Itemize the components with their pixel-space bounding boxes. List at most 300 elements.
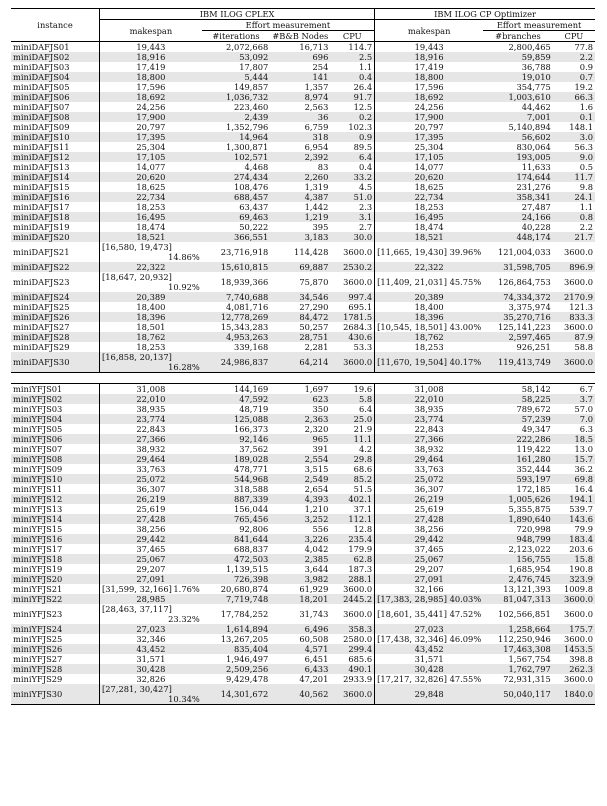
table-row [11,122,595,132]
cell-instance: miniYFJS09 [11,464,100,474]
cell-cplex-cpu: 112.1 [330,514,374,524]
cell-cp-cpu: 69.8 [553,474,595,484]
cell-bb-nodes: 1,442 [304,202,329,212]
cell-cp-makespan: 29,848 [375,684,484,705]
cell-cp-makespan-interval: [10,545, 18,501] [377,322,447,332]
cell-instance: miniDAFJS09 [11,122,100,132]
cell-bb-nodes: 395 [312,222,329,232]
cell-bb-nodes: 6,954 [304,142,329,152]
cell-branches: 36,788 [521,62,551,72]
cell-instance: miniDAFJS11 [11,142,100,152]
cell-instance: miniDAFJS23 [11,272,100,292]
cell-branches: 352,444 [516,464,551,474]
table-row [11,302,595,312]
cell-cp-makespan [375,634,484,644]
cell-instance: miniYFJS19 [11,564,100,574]
cell-cp-cpu: 19.2 [574,82,593,92]
cell-cplex-makespan: 14,077 [136,162,166,172]
cell-cp-makespan: 19,443 [414,42,444,52]
cell-cp-cpu: 9.8 [579,182,593,192]
cell-bb-nodes: 1,357 [304,82,329,92]
cell-iterations: 1,946,497 [226,654,269,664]
cell-branches: 74,334,372 [483,292,553,302]
cell-bb-nodes: 6,759 [304,122,329,132]
cell-iterations: 125,088 [202,414,271,424]
cell-cplex-cpu: 29.8 [330,454,374,464]
cell-cp-makespan [375,352,484,373]
cell-cp-cpu: 183.4 [553,534,595,544]
cell-instance: miniYFJS12 [11,494,100,504]
cell-cp-makespan-interval: [11,409, 21,031] [377,277,447,287]
cell-cp-cpu: 56.3 [574,142,593,152]
cell-cplex-makespan: 17,419 [136,62,166,72]
cell-cplex-cpu: 6.4 [330,152,374,162]
cell-cp-cpu: 3600.0 [563,277,593,287]
cell-cp-makespan: 29,442 [375,534,484,544]
cell-cp-makespan: 27,428 [375,514,484,524]
table-row [11,242,595,262]
cell-cplex-cpu: 68.6 [330,464,374,474]
cell-cplex-makespan-gap: 23.32% [168,614,200,624]
cell-cplex-makespan: 32,826 [136,674,166,684]
table-row [11,484,595,494]
cell-cp-makespan: 24,256 [414,102,444,112]
cell-cp-cpu: 77.8 [574,42,593,52]
cell-branches: 17,463,308 [483,644,553,654]
cell-cp-cpu: 58.8 [574,342,593,352]
cell-instance: miniDAFJS21 [11,242,100,262]
cell-bb-nodes: 40,562 [270,684,330,705]
cell-cp-makespan: 18,400 [414,302,444,312]
cell-cplex-makespan: 25,067 [100,554,202,564]
table-row [11,232,595,242]
cell-branches: 44,462 [521,102,551,112]
cell-cplex-cpu: 37.1 [330,504,374,514]
table-row [11,584,595,594]
cell-instance: miniYFJS02 [11,394,100,404]
table-row [11,72,595,82]
table-row [11,192,595,202]
header-cp-effort: Effort measurement [483,20,595,31]
cell-cplex-makespan-interval: [16,580, 19,473] [102,242,172,252]
cell-iterations: 274,434 [202,172,271,182]
cell-branches: 2,597,465 [483,332,553,342]
cell-cp-cpu: 323.9 [553,574,595,584]
cell-instance: miniYFJS08 [11,454,100,464]
cell-cplex-cpu: 1.1 [330,62,374,72]
table-row [11,272,595,292]
cell-instance: miniDAFJS20 [11,232,100,242]
table-row [11,162,595,172]
cell-iterations: 7,719,748 [202,594,271,604]
cell-cplex-makespan: 30,428 [100,664,202,674]
cell-cplex-makespan: 22,010 [100,394,202,404]
cell-iterations: 17,784,252 [220,609,269,619]
cell-instance: miniDAFJS26 [11,312,100,322]
cell-cp-cpu: 896.9 [553,262,595,272]
cell-bb-nodes: 8,974 [270,92,330,102]
cell-cp-makespan-gap: 40.17% [449,357,482,367]
cell-iterations: 1,352,796 [226,122,269,132]
cell-iterations: 48,719 [239,404,269,414]
cell-cp-makespan-gap: 40.03% [449,594,482,604]
cell-iterations: 24,986,837 [202,352,271,373]
cell-branches: 35,270,716 [483,312,553,322]
cell-cp-cpu: 175.7 [553,624,595,634]
cell-cp-cpu: 9.0 [553,152,595,162]
cell-cplex-makespan: 27,366 [100,434,202,444]
cell-cp-makespan: 23,774 [375,414,484,424]
cell-iterations: 7,740,688 [202,292,271,302]
table-row [11,132,595,142]
cell-bb-nodes: 1,210 [304,504,329,514]
cell-cp-makespan: 38,935 [414,404,444,414]
cell-iterations: 20,680,874 [220,584,269,594]
cell-cp-cpu: 3.7 [553,394,595,404]
cell-bb-nodes: 4,387 [270,192,330,202]
cell-cp-makespan: 22,734 [375,192,484,202]
cell-iterations: 69,463 [202,212,271,222]
cell-branches: 1,258,664 [483,624,553,634]
cell-branches: 121,004,033 [497,247,551,257]
table-row [11,342,595,352]
cell-iterations: 144,169 [233,384,269,394]
cell-bb-nodes: 83 [317,162,329,172]
cell-cplex-makespan [100,272,202,292]
cell-bb-nodes: 623 [270,394,330,404]
cell-branches: 354,775 [516,82,551,92]
cell-iterations: 15,610,815 [202,262,271,272]
cell-cp-makespan: 32,166 [414,584,444,594]
cell-iterations: 12,778,269 [202,312,271,322]
cell-instance: miniYFJS28 [11,664,100,674]
cell-cp-makespan: 20,620 [375,172,484,182]
cell-branches: 720,998 [516,524,551,534]
cell-bb-nodes: 391 [312,444,329,454]
cell-bb-nodes: 3,982 [270,574,330,584]
cell-instance: miniDAFJS15 [11,182,100,192]
cell-cplex-cpu: 2.7 [330,222,374,232]
table-row [11,674,595,684]
cell-cp-cpu: 190.8 [569,564,593,574]
cell-cplex-cpu: 4.5 [330,182,374,192]
cell-cplex-cpu: 430.6 [330,332,374,342]
cell-branches: 57,239 [483,414,553,424]
cell-instance: miniYFJS06 [11,434,100,444]
cell-cplex-makespan: 33,763 [136,464,166,474]
header-cp-optimizer: IBM ILOG CP Optimizer [375,9,595,20]
cell-cplex-makespan: 18,800 [100,72,202,82]
cell-cplex-cpu: 235.4 [330,534,374,544]
cell-branches: 161,280 [483,454,553,464]
cell-branches: 926,251 [516,342,551,352]
cell-bb-nodes: 2,320 [304,424,329,434]
cell-iterations: 318,588 [233,484,269,494]
cell-cp-makespan [375,272,484,292]
cell-iterations: 92,806 [239,524,269,534]
cell-cp-cpu: 833.3 [553,312,595,322]
cell-cplex-cpu: 685.6 [330,654,374,664]
cell-cplex-cpu: 0.4 [330,162,374,172]
cell-cplex-cpu: 490.1 [330,664,374,674]
cell-cplex-makespan: 18,916 [100,52,202,62]
cell-iterations: 339,168 [233,342,269,352]
cell-cplex-makespan-interval: [27,281, 30,427] [102,684,172,694]
cell-cp-cpu: 18.5 [553,434,595,444]
cell-cplex-makespan: 23,774 [100,414,202,424]
table-row [11,62,595,72]
cell-bb-nodes: 6,496 [270,624,330,634]
table-header [11,9,595,42]
cell-instance: miniYFJS13 [11,504,100,514]
cell-cp-makespan-interval: [17,438, 32,346] [377,634,447,644]
header-cplex-effort: Effort measurement [202,20,375,31]
cell-bb-nodes: 3,226 [270,534,330,544]
cell-cplex-makespan [100,604,202,624]
cell-iterations: 1,614,894 [202,624,271,634]
cell-cplex-makespan-gap: 14.86% [168,252,200,262]
cell-iterations: 13,267,205 [220,634,269,644]
cell-cplex-cpu: 33.2 [330,172,374,182]
cell-cplex-makespan: 27,091 [100,574,202,584]
cell-iterations: 688,837 [233,544,269,554]
cell-iterations: 156,044 [233,504,269,514]
cell-bb-nodes: 64,214 [270,352,330,373]
cell-branches: 102,566,851 [497,609,551,619]
table-row [11,534,595,544]
cell-cplex-makespan: 18,692 [100,92,202,102]
cell-cplex-cpu: 30.0 [330,232,374,242]
cell-cplex-cpu: 3600.0 [330,352,374,373]
cell-branches: 231,276 [516,182,551,192]
cell-branches: 13,121,393 [503,584,551,594]
cell-cplex-cpu: 0.2 [330,112,374,122]
cell-cp-makespan [375,594,484,604]
cell-cplex-makespan: 17,900 [100,112,202,122]
table-row [11,212,595,222]
cell-bb-nodes: 2,392 [270,152,330,162]
cell-branches: 593,197 [483,474,553,484]
cell-bb-nodes: 3,644 [304,564,329,574]
cell-bb-nodes: 31,743 [299,609,329,619]
cell-cp-makespan: 18,692 [375,92,484,102]
cell-iterations: 841,644 [202,534,271,544]
cell-cp-makespan: 17,419 [414,62,444,72]
cell-branches: 358,341 [483,192,553,202]
group-separator-cell [11,373,595,384]
cell-instance: miniYFJS25 [11,634,100,644]
cell-bb-nodes: 4,393 [270,494,330,504]
cell-instance: miniYFJS20 [11,574,100,584]
cell-instance: miniYFJS30 [11,684,100,705]
cell-cp-makespan: 38,256 [414,524,444,534]
table-row [11,262,595,272]
cell-cp-cpu: 0.1 [553,112,595,122]
cell-cplex-makespan [100,684,202,705]
cell-cplex-makespan-gap: 1.76% [173,584,200,594]
cell-cplex-makespan: 25,072 [100,474,202,484]
cell-cp-makespan: 18,253 [414,202,444,212]
cell-branches: 58,142 [521,384,551,394]
cell-branches: 119,413,749 [483,352,553,373]
cell-instance: miniDAFJS27 [11,322,100,332]
cell-cp-cpu: 3600.0 [563,674,593,684]
cell-iterations: 108,476 [233,182,269,192]
cell-instance: miniDAFJS24 [11,292,100,302]
cell-bb-nodes: 2,363 [270,414,330,424]
results-table [11,8,595,705]
cell-cplex-makespan: 43,452 [100,644,202,654]
cell-cplex-makespan-interval: [31,599, 32,166] [102,584,172,594]
cell-iterations: 4,081,716 [226,302,269,312]
cell-cp-makespan: 31,571 [414,654,444,664]
cell-cplex-makespan-gap: 10.92% [168,282,200,292]
cell-branches: 11,633 [521,162,551,172]
cell-iterations: 223,460 [233,102,269,112]
table-row [11,152,595,162]
cell-cplex-makespan: 18,253 [136,202,166,212]
cell-cplex-cpu: 695.1 [330,302,374,312]
header-branches: #branches [495,31,541,41]
cell-iterations: 23,716,918 [220,247,269,257]
cell-bb-nodes: 4,042 [304,544,329,554]
cell-cplex-cpu: 4.2 [330,444,374,454]
cell-bb-nodes: 50,257 [299,322,329,332]
cell-bb-nodes: 47,201 [299,674,329,684]
cell-cplex-makespan [100,242,202,262]
cell-bb-nodes: 965 [270,434,330,444]
cell-cplex-makespan-interval: [28,463, 37,117] [102,604,172,614]
cell-instance: miniYFJS29 [11,674,100,684]
cell-branches: 126,864,753 [497,277,551,287]
cell-instance: miniYFJS04 [11,414,100,424]
cell-bb-nodes: 4,571 [270,644,330,654]
cell-cp-cpu: 1453.5 [553,644,595,654]
cell-instance: miniYFJS15 [11,524,100,534]
table-row [11,92,595,102]
cell-bb-nodes: 6,433 [270,664,330,674]
cell-instance: miniYFJS07 [11,444,100,454]
cell-cplex-cpu: 19.6 [330,384,374,395]
cell-cplex-cpu: 25.0 [330,414,374,424]
cell-iterations: 765,456 [202,514,271,524]
cell-cp-cpu: 194.1 [553,494,595,504]
cell-instance: miniDAFJS10 [11,132,100,142]
cell-cplex-makespan: 24,256 [136,102,166,112]
cell-cp-makespan: 18,396 [375,312,484,322]
cell-bb-nodes: 1,219 [270,212,330,222]
table-row [11,384,595,395]
cell-cplex-cpu: 179.9 [330,544,374,554]
cell-cplex-makespan: 18,474 [136,222,166,232]
cell-cp-makespan-gap: 46.09% [449,634,482,644]
cell-cp-cpu: 21.7 [553,232,595,242]
cell-branches: 3,375,974 [508,302,551,312]
cell-cp-cpu: 203.6 [569,544,593,554]
cell-cp-cpu: 148.1 [569,122,593,132]
cell-cp-makespan: 25,619 [414,504,444,514]
cell-instance: miniYFJS21 [11,584,100,594]
cell-cplex-cpu: 0.9 [330,132,374,142]
cell-cplex-cpu: 5.8 [330,394,374,404]
cell-branches: 1,005,626 [483,494,553,504]
cell-iterations: 366,551 [202,232,271,242]
cell-cp-makespan: 25,067 [375,554,484,564]
table-body [11,42,595,705]
cell-bb-nodes: 2,563 [304,102,329,112]
cell-iterations: 688,457 [202,192,271,202]
cell-cp-makespan: 18,800 [375,72,484,82]
cell-cplex-cpu: 89.5 [330,142,374,152]
cell-instance: miniYFJS10 [11,474,100,484]
cell-cp-makespan: 27,091 [375,574,484,584]
header-cplex: IBM ILOG CPLEX [100,9,375,20]
cell-instance: miniDAFJS30 [11,352,100,373]
cell-cp-makespan: 18,474 [414,222,444,232]
cell-cp-cpu: 15.8 [553,554,595,564]
cell-cp-makespan: 16,495 [375,212,484,222]
cell-bb-nodes: 318 [270,132,330,142]
cell-cplex-makespan: 16,495 [100,212,202,222]
cell-cp-makespan: 17,596 [414,82,444,92]
cell-iterations: 50,222 [239,222,269,232]
cell-cplex-makespan: 29,464 [100,454,202,464]
cell-instance: miniYFJS22 [11,594,100,604]
cell-cp-cpu: 1840.0 [553,684,595,705]
cell-instance: miniYFJS16 [11,534,100,544]
cell-cp-makespan-interval: [11,665, 19,430] [377,247,447,257]
cell-cplex-cpu: 288.1 [330,574,374,584]
cell-cp-makespan-gap: 43.00% [449,322,482,332]
cell-iterations: 2,509,256 [202,664,271,674]
cell-cp-makespan: 43,452 [375,644,484,654]
cell-branches: 81,047,313 [483,594,553,604]
cell-iterations: 5,444 [202,72,271,82]
cell-cplex-cpu: 2.3 [330,202,374,212]
cell-cplex-cpu: 114.7 [330,42,374,53]
cell-cplex-cpu: 51.5 [330,484,374,494]
cell-cp-makespan: 18,916 [375,52,484,62]
cell-instance: miniYFJS01 [11,384,100,395]
cell-iterations: 37,562 [239,444,269,454]
table-row [11,474,595,484]
cell-cp-cpu: 3600.0 [553,352,595,373]
cell-cplex-makespan: 22,322 [100,262,202,272]
cell-cplex-makespan: 18,501 [136,322,166,332]
cell-cplex-makespan: 37,465 [136,544,166,554]
cell-instance: miniDAFJS19 [11,222,100,232]
cell-iterations: 92,146 [202,434,271,444]
cell-cp-makespan: 37,465 [414,544,444,554]
cell-cplex-cpu: 12.8 [330,524,374,534]
cell-branches: 56,602 [483,132,553,142]
cell-cplex-makespan: 38,256 [136,524,166,534]
cell-cp-makespan: 20,797 [414,122,444,132]
table-row [11,404,595,414]
cell-cplex-makespan-interval: [18,647, 20,932] [102,272,172,282]
cell-cp-cpu: 24.1 [553,192,595,202]
table-row [11,332,595,342]
table-row [11,312,595,322]
cell-bb-nodes: 556 [312,524,329,534]
cell-cplex-makespan: 26,219 [100,494,202,504]
cell-instance: miniDAFJS25 [11,302,100,312]
cell-bb-nodes: 3,515 [304,464,329,474]
cell-branches: 193,005 [483,152,553,162]
cell-cplex-makespan-gap: 10.34% [168,694,200,704]
cell-instance: miniDAFJS02 [11,52,100,62]
cell-branches: 948,799 [483,534,553,544]
